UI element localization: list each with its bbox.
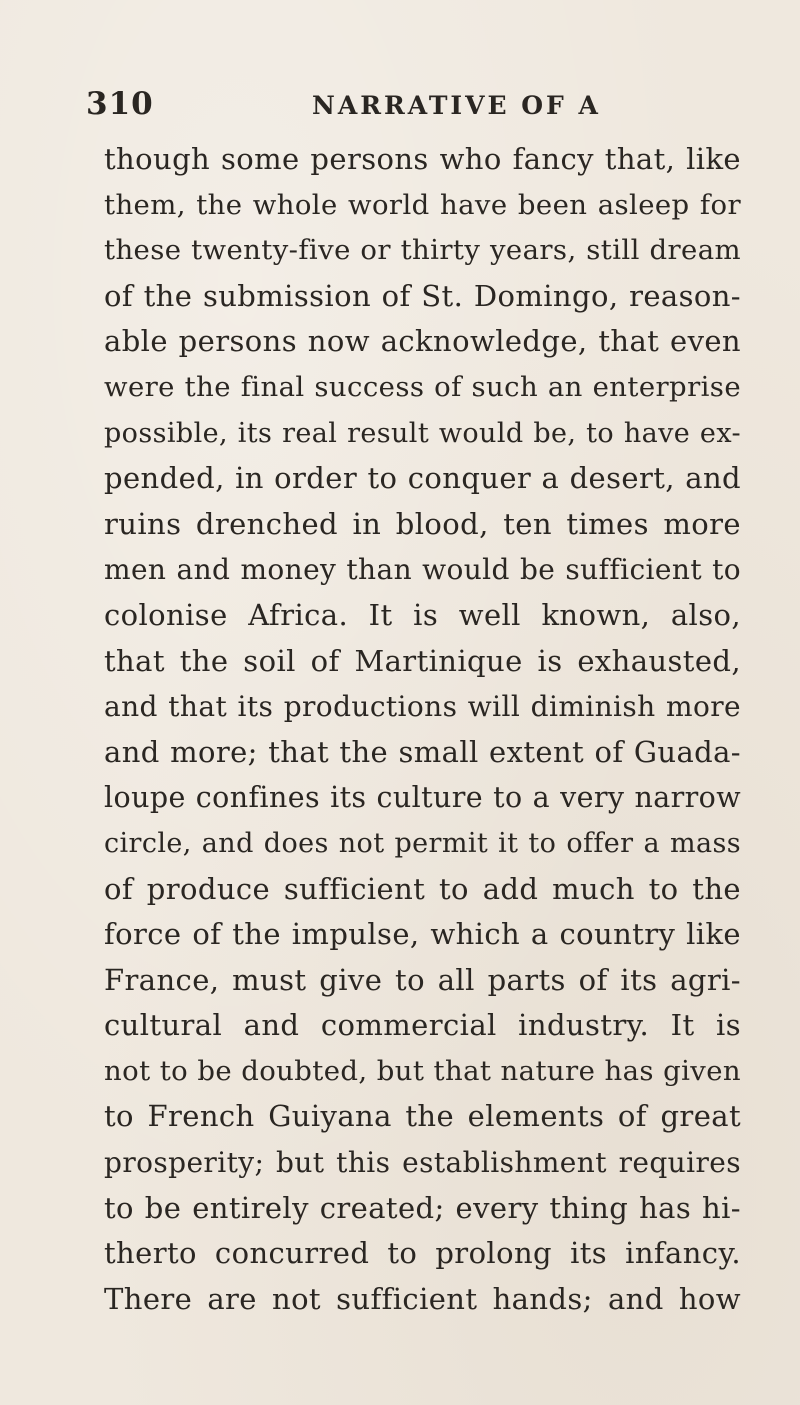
page-number: 310 [86,86,154,122]
text-line: prosperity; but this establishment requires [104,1146,741,1180]
text-line: pended, in order to conquer a desert, and [104,461,741,496]
text-line: to French Guiyana the elements of great [104,1099,741,1134]
text-line: not to be doubted, but that nature has given [104,1054,741,1087]
page-header [0,84,800,128]
text-line: these twenty-five or thirty years, still dream [104,234,741,267]
text-line: France, must give to all parts of its agri- [104,962,741,997]
running-head: NARRATIVE OF A [312,91,601,120]
text-line: though some persons who fancy that, like [104,142,741,176]
text-line: to be entirely created; every thing has hi- [104,1190,741,1225]
text-line: force of the impulse, which a country like [104,917,741,952]
text-line: cultural and commercial industry. It is [104,1008,741,1043]
text-line: were the final success of such an enterprise [104,370,741,403]
text-line: that the soil of Martinique is exhausted, [104,643,741,678]
text-line: therto concurred to prolong its infancy. [104,1236,741,1271]
text-line: able persons now acknowledge, that even [104,324,741,359]
text-line: of produce sufficient to add much to the [104,871,741,906]
text-line: them, the whole world have been asleep for [104,188,741,221]
text-line: and that its productions will diminish more [104,690,741,724]
text-line: loupe confines its culture to a very narrow [104,781,741,815]
text-line: of the submission of St. Domingo, reason- [104,278,741,313]
text-line: possible, its real result would be, to have ex- [104,417,741,449]
body-text [104,137,741,1322]
text-line: and more; that the small extent of Guada- [104,734,741,769]
text-line: men and money than would be sufficient to [104,553,741,587]
text-line: colonise Africa. It is well known, also, [104,597,741,632]
text-line: circle, and does not permit it to offer a mass [104,827,741,859]
text-line: ruins drenched in blood, ten times more [104,506,741,541]
text-line: There are not sufficient hands; and how [104,1281,741,1316]
